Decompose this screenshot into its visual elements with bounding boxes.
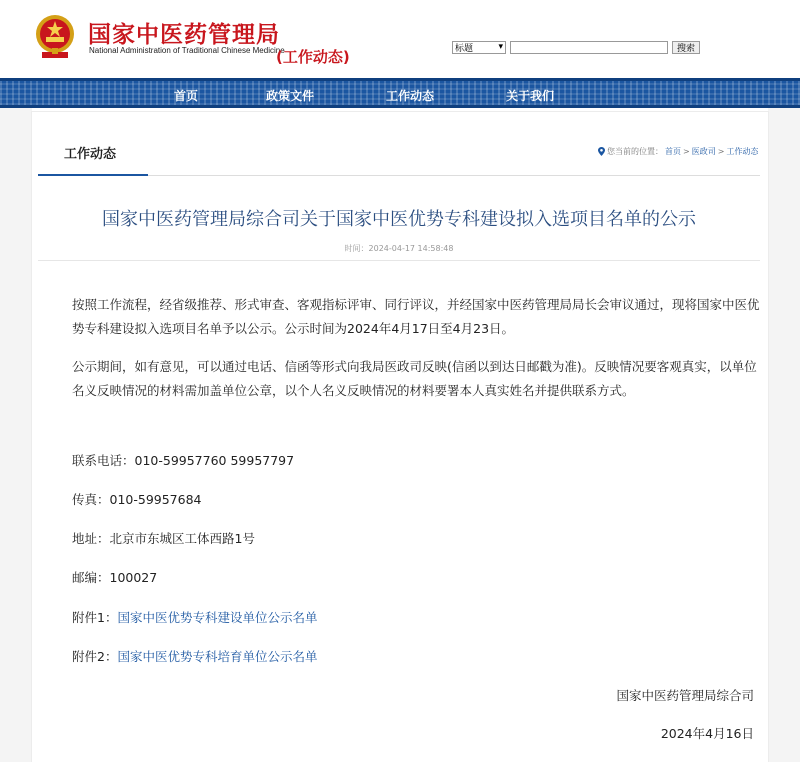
nav-item-about[interactable]: 关于我们 bbox=[506, 89, 555, 103]
site-header bbox=[0, 0, 800, 78]
search-field-select-value: 标题 bbox=[455, 43, 474, 54]
search-box bbox=[452, 40, 700, 54]
site-name-english: National Administration of Traditional Chinese Medicine bbox=[89, 46, 285, 55]
attachment-2-link[interactable]: 国家中医优势专科培育单位公示名单 bbox=[117, 649, 318, 664]
breadcrumb-medical-affairs[interactable]: 医政司 bbox=[691, 147, 716, 156]
attachment-1-link[interactable]: 国家中医优势专科建设单位公示名单 bbox=[117, 610, 318, 625]
section-tag: (工作动态) bbox=[276, 48, 350, 66]
attachment-1-prefix: 附件1： bbox=[72, 610, 118, 625]
contact-phone: 联系电话：010-59957760 59957797 bbox=[72, 453, 295, 468]
breadcrumb-work-news[interactable]: 工作动态 bbox=[726, 147, 759, 156]
article-paragraph-2: 公示期间，如有意见，可以通过电话、信函等形式向我局医政司反映(信函以到达日邮戳为准)。反映情况要客观真实，以单位名义反映情况的材料需加盖单位公章，以个人名义反映情况的材料要署本人真实姓名并提供联系方式。 bbox=[72, 359, 757, 398]
page-gutter-left bbox=[0, 108, 32, 762]
article-date: 2024年4月16日 bbox=[660, 726, 754, 741]
page-gutter-right bbox=[768, 108, 800, 762]
contact-address: 地址：北京市东城区工体西路1号 bbox=[72, 531, 255, 546]
site-name[interactable]: 国家中医药管理局 bbox=[88, 21, 280, 48]
contact-postcode: 邮编：100027 bbox=[72, 570, 158, 585]
main-nav bbox=[0, 78, 800, 108]
chevron-down-icon: ▾ bbox=[498, 42, 503, 52]
article-title: 国家中医药管理局综合司关于国家中医优势专科建设拟入选项目名单的公示 bbox=[102, 209, 696, 230]
tab-work-news[interactable]: 工作动态 bbox=[64, 147, 117, 162]
article-signature: 国家中医药管理局综合司 bbox=[616, 688, 754, 703]
nav-item-news[interactable]: 工作动态 bbox=[386, 89, 435, 103]
attachment-2-prefix: 附件2： bbox=[72, 649, 118, 664]
breadcrumb-home[interactable]: 首页 bbox=[665, 147, 681, 156]
attachment-1 bbox=[72, 608, 317, 626]
attachment-2 bbox=[72, 647, 317, 665]
article-paragraph-1: 按照工作流程，经省级推荐、形式审查、客观指标评审、同行评议，并经国家中医药管理局局长会审议通过，现将国家中医优势专科建设拟入选项目名单予以公示。公示时间为2024年4月17日至4月23日。 bbox=[72, 297, 760, 336]
contact-fax: 传真：010-59957684 bbox=[72, 492, 202, 507]
national-emblem-icon bbox=[34, 12, 76, 60]
nav-item-home[interactable]: 首页 bbox=[174, 89, 199, 103]
breadcrumb bbox=[598, 146, 758, 157]
breadcrumb-prefix: 您当前的位置： bbox=[607, 147, 663, 156]
location-pin-icon bbox=[598, 147, 605, 156]
article-time: 时间：2024-04-17 14:58:48 bbox=[344, 244, 454, 253]
breadcrumb-separator: > bbox=[683, 147, 690, 156]
nav-item-policy[interactable]: 政策文件 bbox=[266, 89, 315, 103]
tab-active-indicator bbox=[38, 174, 148, 176]
title-divider bbox=[38, 260, 760, 261]
search-input[interactable] bbox=[510, 41, 668, 54]
breadcrumb-separator: > bbox=[717, 147, 725, 156]
search-field-select[interactable] bbox=[452, 41, 506, 54]
search-button[interactable]: 搜索 bbox=[672, 41, 700, 54]
